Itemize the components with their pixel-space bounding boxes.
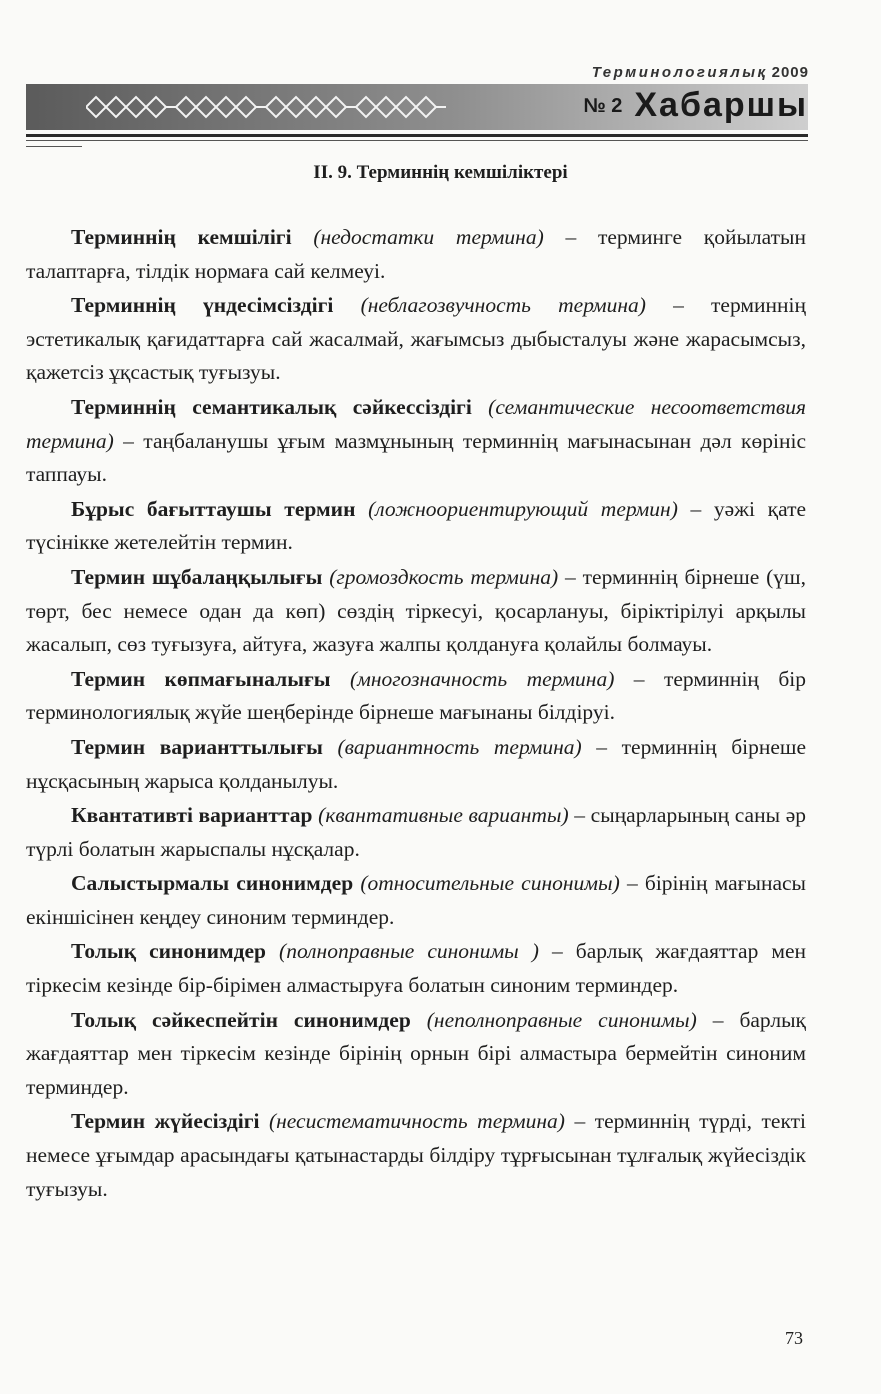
entry-russian-equivalent: (квантативные варианты) bbox=[318, 803, 569, 828]
entry-term: Термин варианттылығы bbox=[71, 734, 323, 759]
entry-term: Квантативті варианттар bbox=[71, 803, 313, 828]
entry-russian-equivalent: (ложноориентирующий термин) bbox=[368, 496, 678, 521]
issue-number: № 2 bbox=[583, 95, 623, 117]
header-rule bbox=[26, 134, 808, 137]
entry-russian-equivalent: (громоздкость термина) bbox=[329, 564, 559, 589]
entry-definition: – бірінің мағынасы екіншісінен кеңдеу синоним терминдер. bbox=[26, 871, 806, 929]
entry-russian-equivalent: (несистематичность термина) bbox=[268, 1109, 565, 1134]
glossary-entry bbox=[26, 1004, 806, 1105]
entry-term: Салыстырмалы синонимдер bbox=[71, 871, 354, 896]
entry-russian-equivalent: (относительные синонимы) bbox=[360, 871, 620, 896]
entry-russian-equivalent: (многозначность термина) bbox=[349, 666, 615, 691]
entry-term: Бұрыс бағыттаушы термин bbox=[71, 496, 356, 521]
entry-definition: – терминнің бірнеше нұсқасының жарыса қолданылуы. bbox=[26, 734, 807, 793]
glossary-entry bbox=[26, 799, 806, 866]
entry-russian-equivalent: (неполноправные синонимы) bbox=[426, 1007, 697, 1032]
entry-definition: – барлық жағдаяттар мен тіркесім кезінде бір-бірімен алмастыруға болатын синоним терминдер. bbox=[26, 939, 807, 998]
entry-term: Толық синонимдер bbox=[71, 939, 266, 964]
entry-term: Термин көпмағыналығы bbox=[71, 666, 331, 691]
glossary-entry bbox=[26, 391, 806, 492]
entry-term: Термин шұбалаңқылығы bbox=[71, 564, 323, 589]
section-title: II. 9. Терминнің кемшіліктері bbox=[313, 162, 568, 183]
entry-definition: – терминге қойылатын талаптарға, тілдік нормаға сай келмеуі. bbox=[26, 225, 806, 283]
entry-definition: – таңбаланушы ұғым мазмұнының терминнің мағынасынан дәл көрініс таппауы. bbox=[26, 428, 806, 487]
journal-name bbox=[592, 64, 809, 81]
header-banner bbox=[26, 84, 808, 130]
entry-term: Термин жүйесіздігі bbox=[71, 1109, 260, 1134]
issue-label bbox=[583, 86, 808, 125]
ornament-pattern-icon bbox=[86, 90, 446, 124]
header-rule-thin bbox=[26, 140, 808, 141]
glossary-entry bbox=[26, 561, 806, 662]
entry-term: Толық сәйкеспейтін синонимдер bbox=[71, 1007, 411, 1032]
entry-definition: – уәжі қате түсінікке жетелейтін термин. bbox=[26, 496, 807, 555]
entry-definition: – терминнің түрді, тектi немесе ұғымдар арасындағы қатынастарды білдіру тұрғысынан тұлғалық жүйесіздік туғызуы. bbox=[26, 1109, 806, 1201]
entry-term: Терминнің кемшілігі bbox=[71, 225, 292, 249]
glossary-entry bbox=[26, 867, 806, 934]
journal-year: 2009 bbox=[771, 64, 809, 81]
glossary-entry bbox=[26, 731, 806, 798]
entry-definition: – барлық жағдаяттар мен тіркесім кезінде бірінің орнын бірі алмастыра бермейтін синоним терминдер. bbox=[26, 1007, 807, 1099]
glossary-entry bbox=[26, 935, 806, 1002]
glossary-entry bbox=[26, 493, 806, 560]
entry-russian-equivalent: (вариантность термина) bbox=[337, 734, 582, 759]
entry-russian-equivalent: (семантические несоответствия термина) bbox=[26, 394, 807, 453]
glossary-entry bbox=[26, 221, 806, 288]
entry-definition: – сыңарларының саны әр түрлі болатын жарыспалы нұсқалар. bbox=[26, 803, 806, 861]
entry-definition: – терминнің бір терминологиялық жүйе шеңберінде бірнеше мағынаны білдіруі. bbox=[26, 666, 806, 725]
entries-list bbox=[26, 221, 806, 1207]
journal-title-text: Терминологиялық bbox=[591, 64, 768, 81]
glossary-entry bbox=[26, 663, 806, 730]
glossary-entry bbox=[26, 289, 806, 390]
page-number: 73 bbox=[785, 1328, 803, 1348]
entry-definition: – терминнің бірнеше (үш, төрт, бес немесе одан да көп) сөздің тіркесуі, қосарлануы, біріктірілуі арқылы жасалып, сөз туғызуға, айтуға, жазуға жалпы қолдануға қолайлы болмауы. bbox=[26, 564, 806, 657]
entry-term: Терминнің семантикалық сәйкессіздігі bbox=[71, 394, 472, 419]
entry-definition: – терминнің эстетикалық қағидаттарға сай жасалмай, жағымсыз дыбысталуы және жарасымсыз, қажетсіз ұқсастық туғызуы. bbox=[26, 293, 807, 385]
glossary-entry bbox=[26, 1105, 806, 1206]
entry-russian-equivalent: (полноправные синонимы ) bbox=[279, 939, 539, 964]
header-rule-short bbox=[26, 146, 82, 147]
entry-russian-equivalent: (неблагозвучность термина) bbox=[360, 293, 646, 318]
issue-title: Хабаршы bbox=[634, 86, 808, 124]
entry-russian-equivalent: (недостатки термина) bbox=[313, 225, 544, 249]
entry-term: Терминнің үндесімсіздігі bbox=[71, 293, 334, 318]
